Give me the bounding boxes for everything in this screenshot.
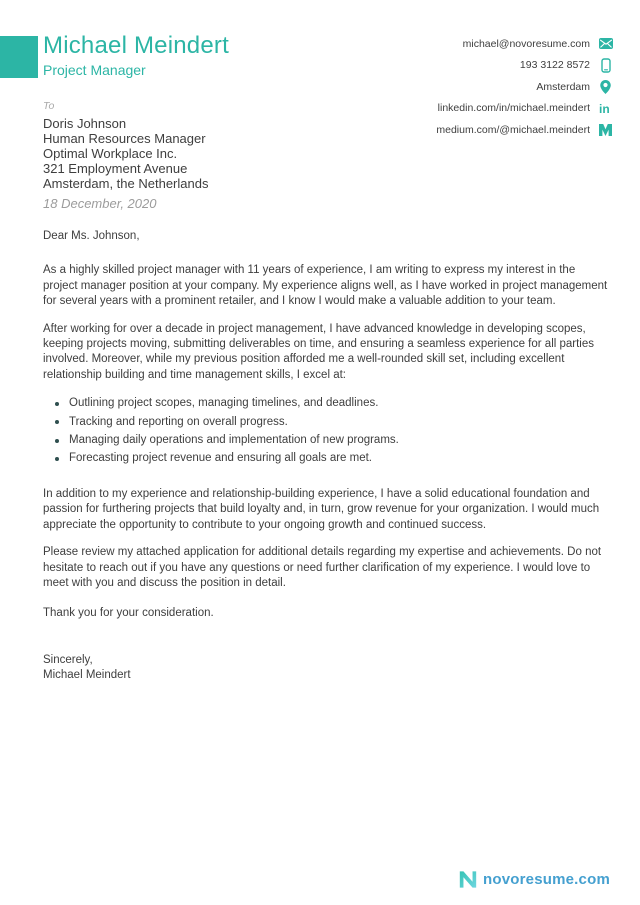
skills-list [43,396,612,467]
recipient-block [43,100,208,211]
signoff-block [43,653,612,683]
footer-brand[interactable] [458,871,610,888]
recipient-role: Human Resources Manager [43,131,206,146]
signature-name: Michael Meindert [43,668,131,681]
recipient-street: 321 Employment Avenue [43,161,188,176]
list-item: Forecasting project revenue and ensuring all goals are met. [69,451,612,466]
contact-row-medium [436,119,613,141]
accent-square [0,36,38,78]
list-item: Tracking and reporting on overall progress. [69,415,612,430]
to-label: To [43,100,55,112]
email-link[interactable]: michael@novoresume.com [462,37,590,50]
recipient-company: Optimal Workplace Inc. [43,146,178,161]
location-text: Amsterdam [536,80,590,93]
medium-link[interactable]: medium.com/@michael.meindert [436,123,590,136]
recipient-name: Doris Johnson [43,116,127,131]
paragraph-thanks: Thank you for your consideration. [43,607,214,620]
brand-text[interactable]: novoresume.com [482,871,610,888]
novoresume-logo-icon [458,871,478,888]
salutation: Dear Ms. Johnson, [43,230,140,242]
signoff: Sincerely, [43,653,93,666]
svg-text:in: in [598,101,610,115]
contact-row-phone [436,55,613,77]
recipient-lines [43,116,208,191]
list-item: Managing daily operations and implementation of new programs. [69,433,612,448]
linkedin-link[interactable]: linkedin.com/in/michael.meindert [437,102,590,115]
linkedin-icon [598,102,613,115]
contact-row-linkedin [436,98,613,120]
list-item: Outlining project scopes, managing timelines, and deadlines. [69,396,612,411]
contact-row-email [436,33,613,55]
paragraph-intro: As a highly skilled project manager with 11 years of experience, I am writing to express my interest in the project manager position at your company. My experience aligns well, as I have worked in project management for several years with a prominent retailer, and I know I would make a valuable addition to your team. [43,264,608,308]
location-icon [598,80,613,94]
contact-row-location [436,76,613,98]
paragraph-experience: After working for over a decade in project management, I have advanced knowledge in developing scopes, keeping projects moving, submitting deliverables on time, and ensuring a seamless experience for all parties involved. Moreover, while my previous position afforded me a well-rounded skill set, including excellent relationship building and time management skills, I excel at: [43,322,595,381]
letter-body [43,229,612,683]
phone-number: 193 3122 8572 [519,59,590,72]
recipient-city: Amsterdam, the Netherlands [43,176,209,191]
medium-icon [598,124,613,136]
header [43,33,229,78]
phone-icon [598,58,613,73]
paragraph-review: Please review my attached application for additional details regarding my expertise and achievements. Do not hesitate to reach out if you have any questions or need further clarification of my experience. I would love to meet with you and discuss the position in detail. [43,546,602,589]
letter-date: 18 December, 2020 [43,196,157,211]
applicant-name: Michael Meindert [43,32,229,59]
applicant-job-title: Project Manager [43,62,146,78]
email-icon [598,38,613,49]
contact-block [436,33,613,141]
paragraph-value: In addition to my experience and relationship-building experience, I have a solid educational foundation and passion for furthering projects that build loyalty and, in turn, grow revenue for your organization. I would much appreciate the opportunity to contribute to your ongoing growth and continued success. [43,487,600,531]
